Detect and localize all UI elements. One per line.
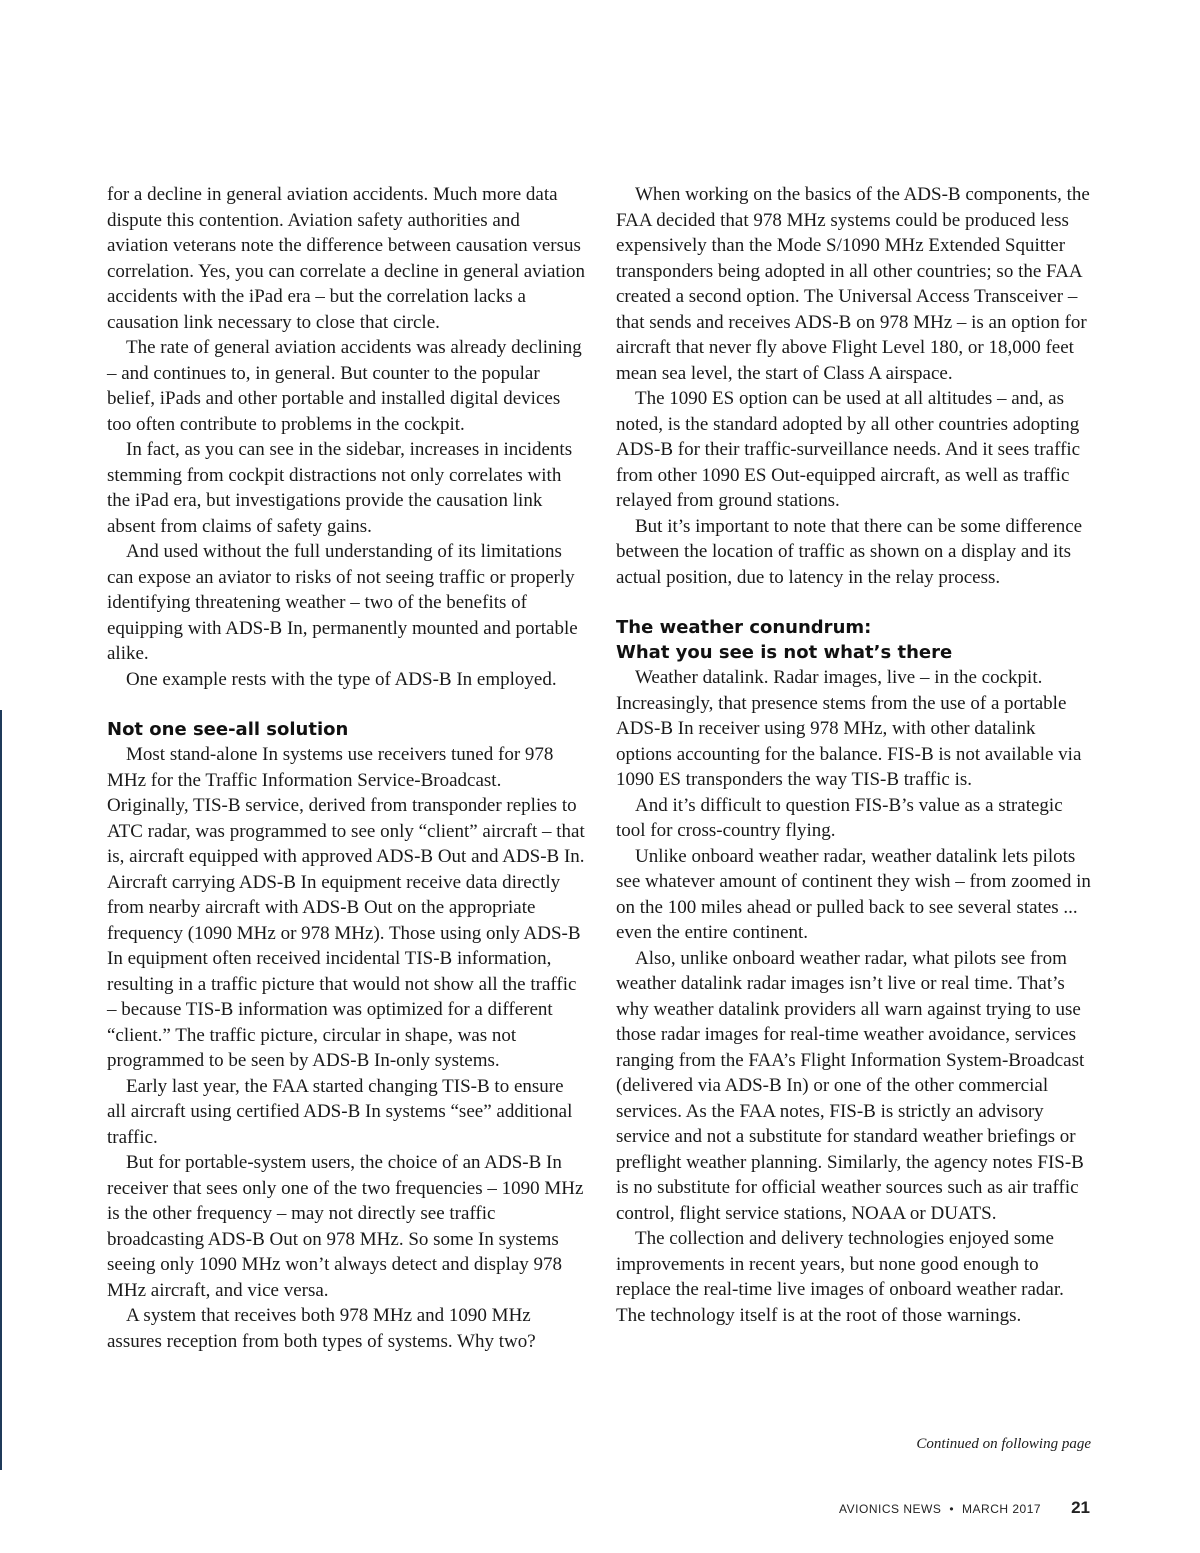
- paragraph: Most stand-alone In systems use receivers tuned for 978 MHz for the Traffic Information Service-Broadcast. Originally, TIS-B service, derived from transponder replies to ATC radar, was programmed to see only “client” aircraft – that is, aircraft equipped with approved ADS-B Out and ADS-B In. Aircraft carrying ADS-B In equipment receive data directly from nearby aircraft with ADS-B Out on the appropriate frequency (1090 MHz or 978 MHz). Those using only ADS-B In equipment often received incidental TIS-B information, resulting in a traffic picture that would not show all the traffic – because TIS-B information was optimized for a different “client.” The traffic picture, circular in shape, was not programmed to be seen by ADS-B In-only systems.: [107, 744, 585, 1071]
- bullet-separator: •: [949, 1502, 955, 1516]
- paragraph: Early last year, the FAA started changing TIS-B to ensure all aircraft using certified ADS-B In systems “see” additional traffic.: [107, 1075, 573, 1148]
- paragraph: The collection and delivery technologies enjoyed some improvements in recent years, but none good enough to replace the real-time live images of onboard weather radar. The technology itself is at the root of those warnings.: [616, 1228, 1064, 1326]
- section-heading: [616, 615, 1094, 665]
- margin-rule: [0, 710, 2, 1470]
- issue-date: MARCH 2017: [962, 1502, 1042, 1516]
- paragraph: But for portable-system users, the choice of an ADS-B In receiver that sees only one of the two frequencies – 1090 MHz is the other frequency – may not directly see traffic broadcasting ADS-B Out on 978 MHz. So some In systems seeing only 1090 MHz won’t always detect and display 978 MHz aircraft, and vice versa.: [107, 1152, 584, 1301]
- heading-line: The weather conundrum:: [616, 617, 872, 638]
- paragraph: But it’s important to note that there can be some difference between the location of traffic as shown on a display and its actual position, due to latency in the relay process.: [616, 515, 1083, 588]
- heading-line: What you see is not what’s there: [616, 642, 953, 663]
- paragraph: for a decline in general aviation accidents. Much more data dispute this contention. Aviation safety authorities and aviation veterans note the difference between causation versus correlation. Yes, you can correlate a decline in general aviation accidents with the iPad era – but the correlation lacks a causation link necessary to close that circle.: [107, 184, 585, 333]
- paragraph: Also, unlike onboard weather radar, what pilots see from weather datalink radar images isn’t live or real time. That’s why weather datalink providers all warn against trying to use those radar images for real-time weather avoidance, services ranging from the FAA’s Flight Information System-Broadcast (delivered via ADS-B In) or one of the other commercial services. As the FAA notes, FIS-B is strictly an advisory service and not a substitute for standard weather briefings or preflight weather planning. Similarly, the agency notes FIS-B is no substitute for official weather sources such as air traffic control, flight service stations, NOAA or DUATS.: [616, 947, 1085, 1224]
- paragraph: When working on the basics of the ADS-B components, the FAA decided that 978 MHz systems could be produced less expensively than the Mode S/1090 MHz Extended Squitter transponders being adopted in all other countries; so the FAA created a second option. The Universal Access Transceiver – that sends and receives ADS-B on 978 MHz – is an option for aircraft that never fly above Flight Level 180, or 18,000 feet mean sea level, the start of Class A airspace.: [616, 184, 1090, 384]
- section-heading: Not one see-all solution: [107, 719, 349, 740]
- paragraph: The rate of general aviation accidents was already declining – and continues to, in general. But counter to the popular belief, iPads and other portable and installed digital devices too often contribute to problems in the cockpit.: [107, 337, 582, 435]
- continued-note: Continued on following page: [916, 1436, 1091, 1452]
- paragraph: And it’s difficult to question FIS-B’s value as a strategic tool for cross-country flying.: [616, 794, 1063, 841]
- left-column: [107, 182, 585, 1354]
- paragraph: In fact, as you can see in the sidebar, increases in incidents stemming from cockpit distractions not only correlates with the iPad era, but investigations provide the causation link absent from claims of safety gains.: [107, 439, 573, 537]
- page-number: 21: [1071, 1498, 1090, 1517]
- right-column: [616, 182, 1094, 1328]
- publication-name: AVIONICS NEWS: [839, 1502, 942, 1516]
- paragraph: And used without the full understanding of its limitations can expose an aviator to risks of not seeing traffic or properly identifying threatening weather – two of the benefits of equipping with ADS-B In, permanently mounted and portable alike.: [107, 541, 578, 664]
- paragraph: Weather datalink. Radar images, live – in the cockpit. Increasingly, that presence stems from the use of a portable ADS-B In receiver using 978 MHz, with other datalink options accounting for the balance. FIS-B is not available via 1090 ES transponders the way TIS-B traffic is.: [616, 667, 1082, 790]
- page-footer: [839, 1498, 1090, 1518]
- paragraph: The 1090 ES option can be used at all altitudes – and, as noted, is the standard adopted by all other countries adopting ADS-B for their traffic-surveillance needs. And it sees traffic from other 1090 ES Out-equipped aircraft, as well as traffic relayed from ground stations.: [616, 388, 1081, 511]
- paragraph: One example rests with the type of ADS-B In employed.: [126, 668, 557, 690]
- paragraph: A system that receives both 978 MHz and 1090 MHz assures reception from both types of systems. Why two?: [107, 1305, 536, 1352]
- paragraph: Unlike onboard weather radar, weather datalink lets pilots see whatever amount of continent they wish – from zoomed in on the 100 miles ahead or pulled back to see several states ... even the entire continent.: [616, 845, 1091, 943]
